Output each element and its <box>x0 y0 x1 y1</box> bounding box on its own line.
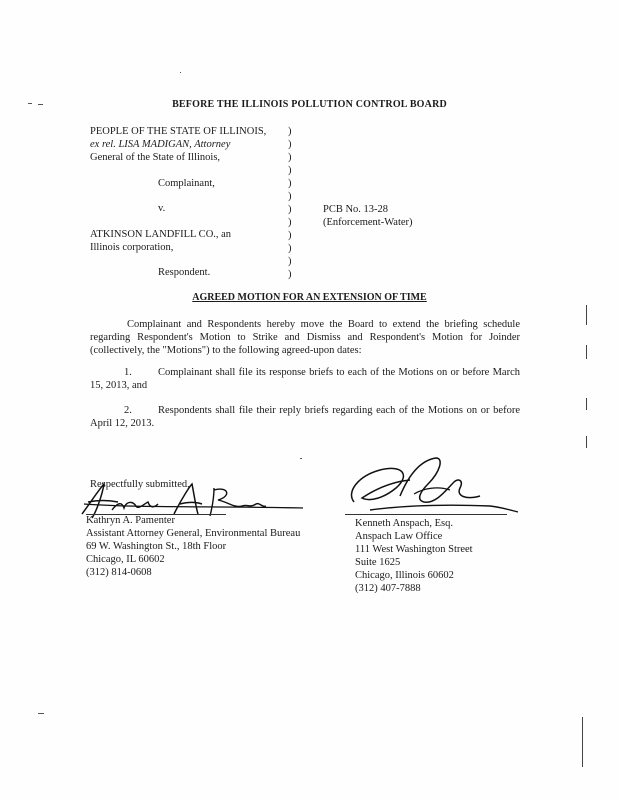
complainant-line: PEOPLE OF THE STATE OF ILLINOIS, <box>90 126 267 137</box>
left-signatory-phone: (312) 814-0608 <box>86 567 152 578</box>
caption-paren: ) <box>288 269 292 280</box>
motion-title: AGREED MOTION FOR AN EXTENSION OF TIME <box>192 292 427 303</box>
scan-edge-mark <box>586 345 587 359</box>
right-signatory-phone: (312) 407-7888 <box>355 583 421 594</box>
closing-text: Respectfully submitted, <box>90 479 190 490</box>
left-signatory-name: Kathryn A. Pamenter <box>86 515 175 526</box>
respondent-line: ATKINSON LANDFILL CO., an <box>90 229 232 240</box>
right-signatory-firm: Anspach Law Office <box>355 531 443 542</box>
left-signatory-title: Assistant Attorney General, Environmental Bureau <box>86 528 301 539</box>
intro-line: Complainant and Respondents hereby move the Board to extend the briefing schedule <box>127 319 520 330</box>
scan-edge-mark <box>586 305 587 325</box>
right-signatory-street: 111 West Washington Street <box>355 544 473 555</box>
item-number: 2. <box>124 405 132 416</box>
signature-line <box>345 514 507 515</box>
caption-paren: ) <box>288 152 292 163</box>
caption-paren: ) <box>288 165 292 176</box>
item-line: April 12, 2013. <box>90 418 155 429</box>
scan-speck <box>180 72 181 73</box>
left-signatory-address: 69 W. Washington St., 18th Floor <box>86 541 227 552</box>
right-signatory-name: Kenneth Anspach, Esq. <box>355 518 453 529</box>
case-type: (Enforcement-Water) <box>323 217 413 228</box>
case-number: PCB No. 13-28 <box>323 204 389 215</box>
intro-line: regarding Respondent's Motion to Strike and Dismiss and Respondent's Motion for Joinder <box>90 332 520 343</box>
complainant-role: Complainant, <box>158 178 215 189</box>
scan-speck <box>38 713 44 714</box>
right-signatory-city: Chicago, Illinois 60602 <box>355 570 454 581</box>
right-signatory-suite: Suite 1625 <box>355 557 401 568</box>
court-heading: BEFORE THE ILLINOIS POLLUTION CONTROL BOARD <box>172 99 447 110</box>
caption-paren: ) <box>288 126 292 137</box>
caption-paren: ) <box>288 204 292 215</box>
caption-paren: ) <box>288 256 292 267</box>
item-number: 1. <box>124 367 132 378</box>
item-line: Respondents shall file their reply briefs regarding each of the Motions on or before <box>158 405 520 416</box>
caption-paren: ) <box>288 217 292 228</box>
scan-speck <box>300 458 302 459</box>
scan-edge-mark <box>586 398 587 410</box>
item-line: Complainant shall file its response briefs to each of the Motions on or before March <box>158 367 520 378</box>
caption-paren: ) <box>288 191 292 202</box>
handwritten-signature-right <box>340 452 530 527</box>
left-signatory-city: Chicago, IL 60602 <box>86 554 165 565</box>
scan-edge-mark <box>586 436 587 448</box>
item-line: 15, 2013, and <box>90 380 148 391</box>
intro-line: (collectively, the "Motions") to the following agreed-upon dates: <box>90 345 362 356</box>
caption-paren: ) <box>288 178 292 189</box>
complainant-line: General of the State of Illinois, <box>90 152 221 163</box>
respondent-line: Illinois corporation, <box>90 242 174 253</box>
complainant-line: ex rel. LISA MADIGAN, Attorney <box>90 139 231 150</box>
respondent-role: Respondent. <box>158 267 211 278</box>
caption-paren: ) <box>288 243 292 254</box>
caption-paren: ) <box>288 230 292 241</box>
caption-paren: ) <box>288 139 292 150</box>
versus-text: v. <box>158 203 166 214</box>
scan-edge-mark <box>582 717 583 767</box>
